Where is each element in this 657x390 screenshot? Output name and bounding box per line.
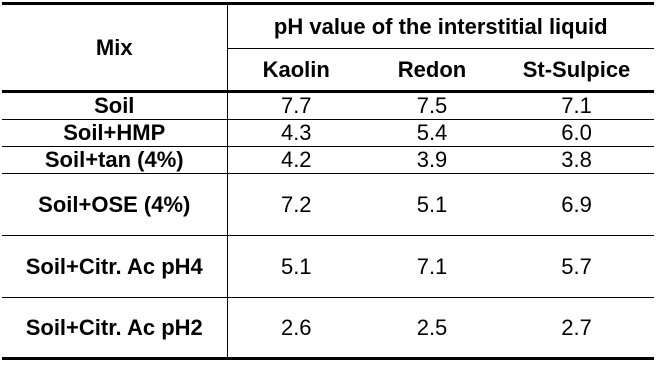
st-sulpice-cell: 6.0 xyxy=(499,120,654,147)
table-row xyxy=(2,236,654,298)
column-header-redon: Redon xyxy=(365,49,499,92)
table-row xyxy=(2,147,654,174)
column-header-st-sulpice: St-Sulpice xyxy=(499,49,654,92)
st-sulpice-cell: 2.7 xyxy=(499,298,654,359)
st-sulpice-cell: 5.7 xyxy=(499,236,654,298)
redon-cell: 7.5 xyxy=(416,93,448,118)
mix-cell: Soil xyxy=(2,92,227,120)
mix-cell: Soil+tan (4%) xyxy=(2,147,227,174)
table-row xyxy=(2,298,654,359)
table-row xyxy=(2,92,654,120)
kaolin-cell: 5.1 xyxy=(227,236,365,298)
kaolin-cell: 2.6 xyxy=(227,298,365,359)
st-sulpice-cell: 3.8 xyxy=(499,147,654,174)
kaolin-cell: 7.7 xyxy=(280,93,312,118)
st-sulpice-cell: 7.1 xyxy=(561,93,592,118)
mix-cell: Soil+Citr. Ac pH2 xyxy=(2,298,227,359)
redon-cell: 2.5 xyxy=(365,298,499,359)
mix-column-header: Mix xyxy=(2,4,227,92)
column-header-kaolin: Kaolin xyxy=(227,49,365,92)
redon-cell: 5.1 xyxy=(365,174,499,236)
kaolin-cell: 7.2 xyxy=(227,174,365,236)
mix-cell: Soil+OSE (4%) xyxy=(2,174,227,236)
kaolin-cell: 4.2 xyxy=(227,147,365,174)
kaolin-cell: 4.3 xyxy=(227,120,365,147)
ph-value-table xyxy=(2,2,654,360)
st-sulpice-cell: 6.9 xyxy=(499,174,654,236)
table-row xyxy=(2,120,654,147)
table-row xyxy=(2,174,654,236)
redon-cell: 7.1 xyxy=(365,236,499,298)
mix-cell: Soil+Citr. Ac pH4 xyxy=(2,236,227,298)
redon-cell: 3.9 xyxy=(365,147,499,174)
mix-cell: Soil+HMP xyxy=(2,120,227,147)
ph-group-header: pH value of the interstitial liquid xyxy=(227,4,654,49)
header-row-1 xyxy=(2,4,654,49)
redon-cell: 5.4 xyxy=(365,120,499,147)
